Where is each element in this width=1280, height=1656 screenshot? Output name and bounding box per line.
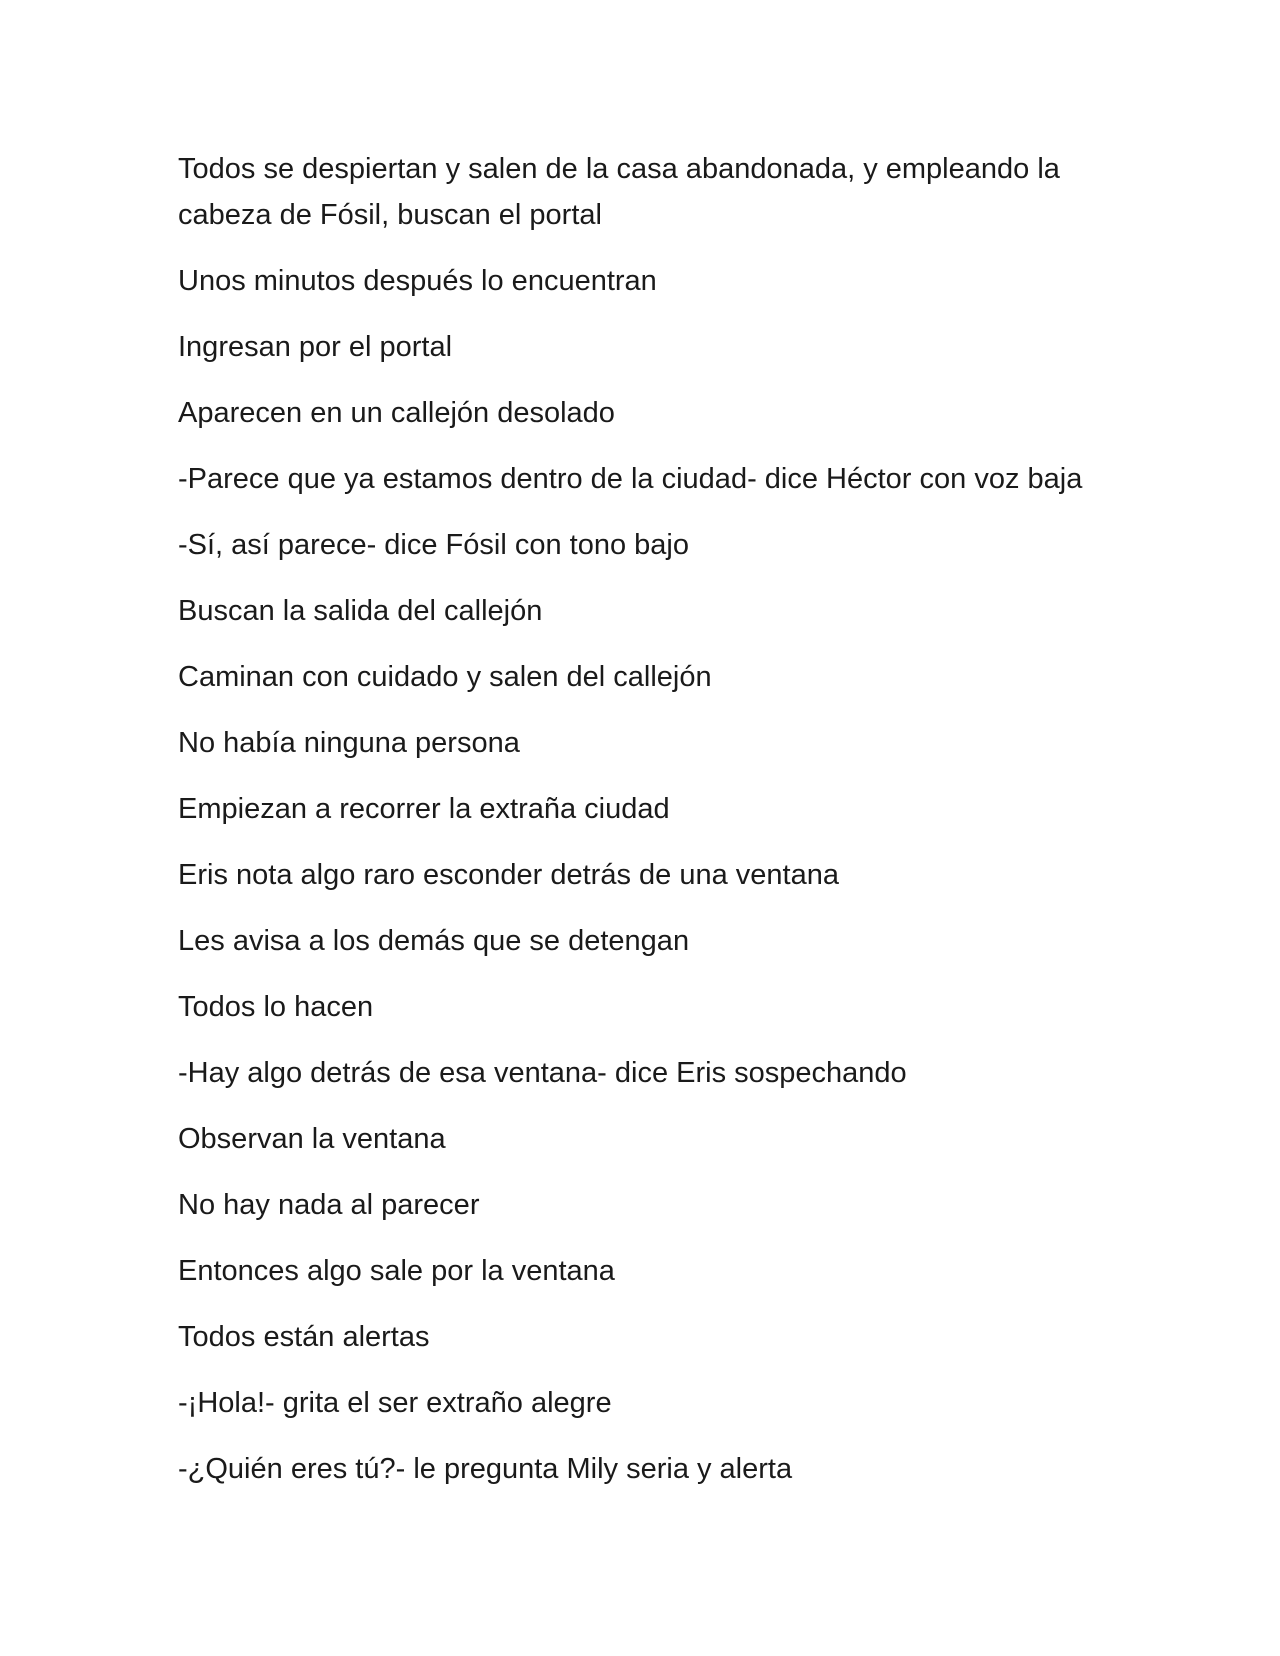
paragraph: Empiezan a recorrer la extraña ciudad xyxy=(178,793,670,825)
paragraph: Todos lo hacen xyxy=(178,991,374,1023)
paragraph: Todos están alertas xyxy=(178,1321,430,1353)
paragraph: No hay nada al parecer xyxy=(178,1189,480,1221)
paragraph: Observan la ventana xyxy=(178,1123,446,1155)
paragraph: Caminan con cuidado y salen del callejón xyxy=(178,661,712,693)
paragraph: -Hay algo detrás de esa ventana- dice Eris sospechando xyxy=(178,1057,907,1089)
paragraph: No había ninguna persona xyxy=(178,727,520,759)
paragraph: Les avisa a los demás que se detengan xyxy=(178,925,690,957)
paragraph: Unos minutos después lo encuentran xyxy=(178,265,657,297)
paragraph: -Sí, así parece- dice Fósil con tono bajo xyxy=(178,529,689,561)
document-body xyxy=(178,146,1108,1512)
paragraph: Aparecen en un callejón desolado xyxy=(178,397,615,429)
paragraph: Buscan la salida del callejón xyxy=(178,595,543,627)
paragraph: Todos se despiertan y salen de la casa abandonada, y empleando la cabeza de Fósil, buscan el portal xyxy=(178,153,1060,231)
paragraph: -Parece que ya estamos dentro de la ciudad- dice Héctor con voz baja xyxy=(178,463,1083,495)
paragraph: Ingresan por el portal xyxy=(178,331,453,363)
paragraph: -¡Hola!- grita el ser extraño alegre xyxy=(178,1387,612,1419)
paragraph: Eris nota algo raro esconder detrás de una ventana xyxy=(178,859,839,891)
paragraph: -¿Quién eres tú?- le pregunta Mily seria y alerta xyxy=(178,1453,793,1485)
paragraph: Entonces algo sale por la ventana xyxy=(178,1255,615,1287)
